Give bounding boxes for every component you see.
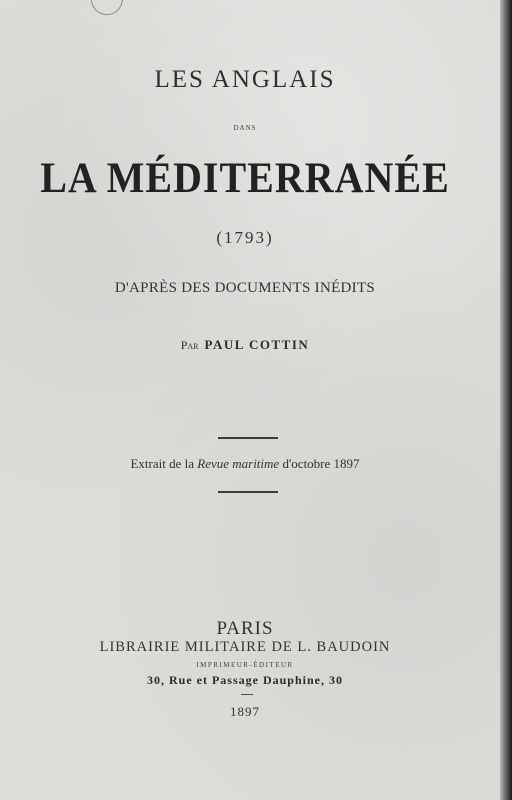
- year-divider: [241, 694, 253, 695]
- publication-year: 1897: [230, 704, 260, 719]
- scan-edge-shadow: [500, 0, 512, 800]
- main-title: LA MÉDITERRANÉE: [40, 153, 450, 202]
- author-line: [0, 337, 490, 353]
- divider-top: [218, 437, 278, 439]
- publisher-name: LIBRAIRIE MILITAIRE DE L. BAUDOIN: [99, 639, 391, 655]
- author-name: PAUL COTTIN: [204, 337, 310, 352]
- author-prefix: Par: [180, 338, 199, 352]
- extract-journal: Revue maritime: [197, 456, 280, 471]
- ink-mark: [90, 0, 126, 18]
- extract-after: d'octobre 1897: [282, 456, 360, 471]
- extract-before: Extrait de la: [130, 456, 194, 471]
- divider-bottom: [218, 491, 278, 493]
- title-year: (1793): [216, 228, 274, 247]
- publisher-role: IMPRIMEUR-ÉDITEUR: [196, 661, 294, 669]
- title-line-1: LES ANGLAIS: [154, 66, 336, 93]
- title-connector: DANS: [233, 124, 257, 132]
- extract-note: [0, 456, 490, 472]
- subtitle: D'APRÈS DES DOCUMENTS INÉDITS: [114, 280, 376, 296]
- publisher-city: PARIS: [216, 618, 274, 639]
- publisher-address: 30, Rue et Passage Dauphine, 30: [146, 673, 343, 687]
